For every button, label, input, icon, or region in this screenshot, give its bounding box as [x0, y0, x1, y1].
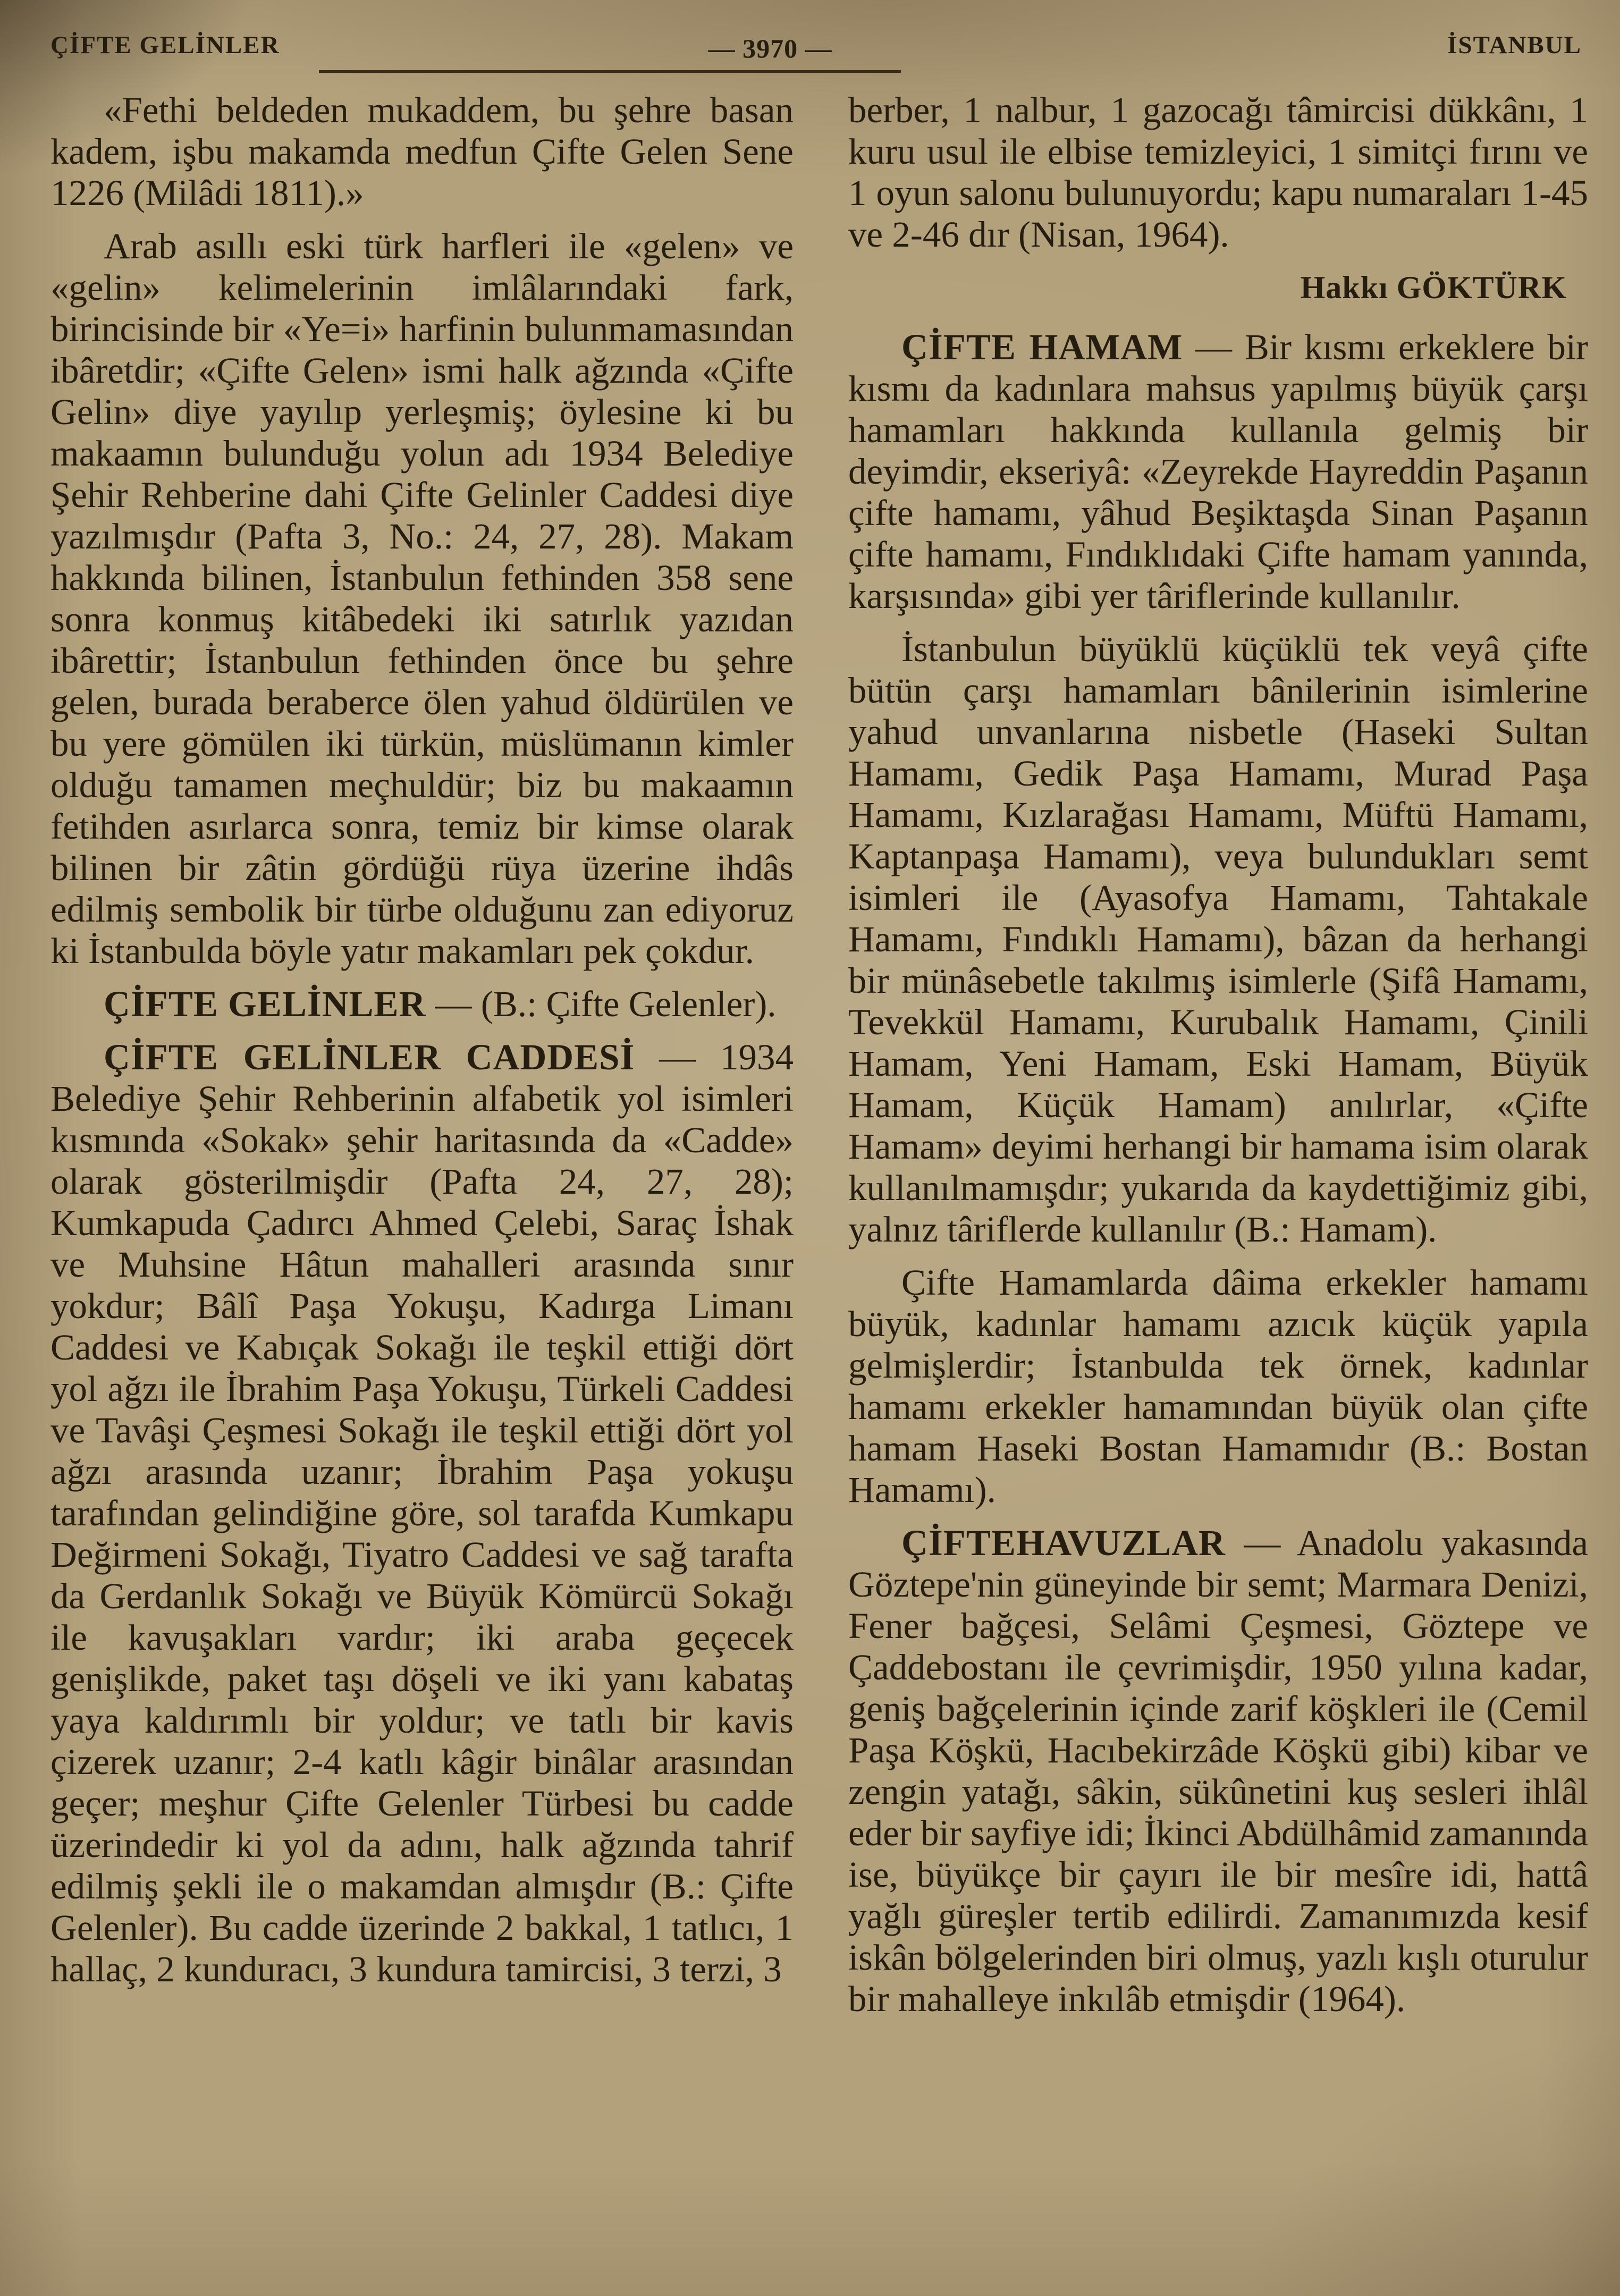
paragraph-text: Çifte Hamamlarda dâima erkekler hamamı büyük, kadınlar hamamı azıcık küçük yapıla gelmişlerdir; İstanbulda tek örnek, kadınlar hamamı erkekler hamamından büyük olan çifte hamam Haseki Bostan Hamamıdır (B.: Bostan Hamamı). [848, 1262, 1588, 1510]
paragraph [848, 628, 1588, 1250]
paragraph-text: «Fethi beldeden mukaddem, bu şehre basan kadem, işbu makamda medfun Çifte Gelen Sene 1226 (Milâdi 1811).» [50, 90, 794, 213]
paragraph-text: İstanbulun büyüklü küçüklü tek veyâ çifte bütün çarşı hamamları bânilerinin isimlerine yahud unvanlarına nisbetle (Haseki Sultan Hamamı, Gedik Paşa Hamamı, Murad Paşa Hamamı, Kızlarağası Hamamı, Müftü Hamamı, Kaptanpaşa Hamamı), veya bulundukları semt isimleri ile (Ayasofya Hamamı, Tahtakale Hamamı, Fındıklı Hamamı), bâzan da herhangi bir münâsebetle takılmış isimlerle (Şifâ Hamamı, Tevekkül Hamamı, Kurubalık Hamamı, Çinili Hamam, Yeni Hamam, Eski Hamam, Büyük Hamam, Küçük Hamam) anılırlar, «Çifte Hamam» deyimi herhangi bir hamama isim olarak kullanılmamışdır; yukarıda da kaydettiğimiz gibi, yalnız târiflerde kullanılır (B.: Hamam). [848, 629, 1588, 1250]
paragraph-text: — 1934 Belediye Şehir Rehberinin alfabetik yol isimleri kısmında «Sokak» şehir haritasında da «Cadde» olarak gösterilmişdir (Pafta 24, 27, 28); Kumkapuda Çadırcı Ahmed Çelebi, Saraç İshak ve Muhsine Hâtun mahalleri arasında sınır yokdur; Bâlî Paşa Yokuşu, Kadırga Limanı Caddesi ve Kabıçak Sokağı ile teşkil ettiği dört yol ağzı ile İbrahim Paşa Yokuşu, Türkeli Caddesi ve Tavâşi Çeşmesi Sokağı ile teşkil ettiği dört yol ağzı arasında uzanır; İbrahim Paşa yokuşu tarafından gelindiğine göre, sol tarafda Kumkapu Değirmeni Sokağı, Tiyatro Caddesi ve sağ tarafta da Gerdanlık Sokağı ve Büyük Kömürcü Sokağı ile kavuşakları vardır; iki araba geçecek genişlikde, paket taşı döşeli ve iki yanı kabataş yaya kaldırımlı bir yoldur; ve tatlı bir kavis çizerek uzanır; 2-4 katlı kâgir binâlar arasından geçer; meşhur Çifte Gelenler Türbesi bu cadde üzerindedir ki yol da adını, halk ağzında tahrif edilmiş şekli ile o makamdan almışdır (B.: Çifte Gelenler). Bu cadde üzerinde 2 bakkal, 1 tatlıcı, 1 hallaç, 2 kunduracı, 3 kundura tamircisi, 3 terzi, 3 [50, 1037, 794, 1989]
entry-cifte-gelinler-caddesi [50, 1036, 794, 1990]
entry-heading: ÇİFTEHAVUZLAR [901, 1523, 1226, 1563]
page-number: — 3970 — [708, 33, 832, 63]
entry-cifte-gelinler [50, 983, 794, 1025]
right-column [848, 89, 1588, 2031]
signature-text: Hakkı GÖKTÜRK [1300, 270, 1567, 305]
entry-heading: ÇİFTE HAMAM [901, 327, 1183, 367]
paragraph-continuation [848, 89, 1588, 255]
author-signature [848, 267, 1567, 308]
entry-cifte-hamam [848, 326, 1588, 617]
header-rule [319, 70, 901, 73]
paragraph-text: — (B.: Çifte Gelenler). [435, 984, 777, 1024]
paragraph-text: Arab asıllı eski türk harfleri ile «gelen» ve «gelin» kelimelerinin imlâlarındaki fark, birincisinde bir «Ye=i» harfinin bulunmamasından ibâretdir; «Çifte Gelen» ismi halk ağzında «Çifte Gelin» diye yayılıp yerleşmiş; öylesine ki bu makaamın bulunduğu yolun adı 1934 Belediye Şehir Rehberine dahi Çifte Gelinler Caddesi diye yazılmışdır (Pafta 3, No.: 24, 27, 28). Makam hakkında bilinen, İstanbulun fethinden 358 sene sonra konmuş kitâbedeki iki satırlık yazıdan ibârettir; İstanbulun fethinden önce bu şehre gelen, burada beraberce ölen yahud öldürülen ve bu yere gömülen iki türkün, müslümanın kimler olduğu tamamen meçhuldür; biz bu makaamın fetihden asırlarca sonra, temiz bir kimse olarak bilinen bir zâtin gördüğü rüya üzerine ihdâs edilmiş sembolik bir türbe olduğunu zan ediyoruz ki İstanbulda böyle yatır makamları pek çokdur. [50, 226, 794, 971]
entry-ciftehavuzlar [848, 1522, 1588, 2020]
left-column [50, 89, 794, 2002]
page-header [50, 31, 1582, 65]
paragraph-text: — Bir kısmı erkeklere bir kısmı da kadınlara mahsus yapılmış büyük çarşı hamamları hakkında kullanıla gelmiş bir deyimdir, ekseriyâ: «Zeyrekde Hayreddin Paşanın çifte hamamı, yâhud Beşiktaşda Sinan Paşanın çifte hamamı, Fındıklıdaki Çifte hamam yanında, karşısında» gibi yer târiflerinde kullanılır. [848, 327, 1589, 616]
paragraph-text: berber, 1 nalbur, 1 gazocağı tâmircisi dükkânı, 1 kuru usul ile elbise temizleyici, 1 simitçi fırını ve 1 oyun salonu bulunuyordu; kapu numaraları 1-45 ve 2-46 dır (Nisan, 1964). [848, 90, 1588, 255]
entry-heading: ÇİFTE GELİNLER CADDESİ [104, 1037, 635, 1077]
paragraph [50, 225, 794, 972]
entry-heading: ÇİFTE GELİNLER [104, 984, 426, 1024]
paragraph-text: — Anadolu yakasında Göztepe'nin güneyinde bir semt; Marmara Denizi, Fener bağçesi, Selâmi Çeşmesi, Göztepe ve Çaddebostanı ile çevrimişdir, 1950 yılına kadar, geniş bağçelerinin içinde zarif köşkleri ile (Cemil Paşa Köşkü, Hacıbekirzâde Köşkü gibi) kibar ve zengin yatağı, sâkin, sükûnetini kuş sesleri ihlâl eder bir sayfiye idi; İkinci Abdülhâmid zamanında ise, büyükçe bir çayırı ile bir mesîre idi, hattâ yağlı güreşler tertib edilirdi. Zamanımızda kesif iskân bölgelerinden biri olmuş, yazlı kışlı oturulur bir mahalleye inkılâb etmişdir (1964). [848, 1523, 1589, 2019]
paragraph [848, 1262, 1588, 1510]
paragraph-epitaph [50, 89, 794, 214]
running-title-left: ÇİFTE GELİNLER [50, 31, 280, 59]
running-title-right: İSTANBUL [1447, 31, 1582, 59]
